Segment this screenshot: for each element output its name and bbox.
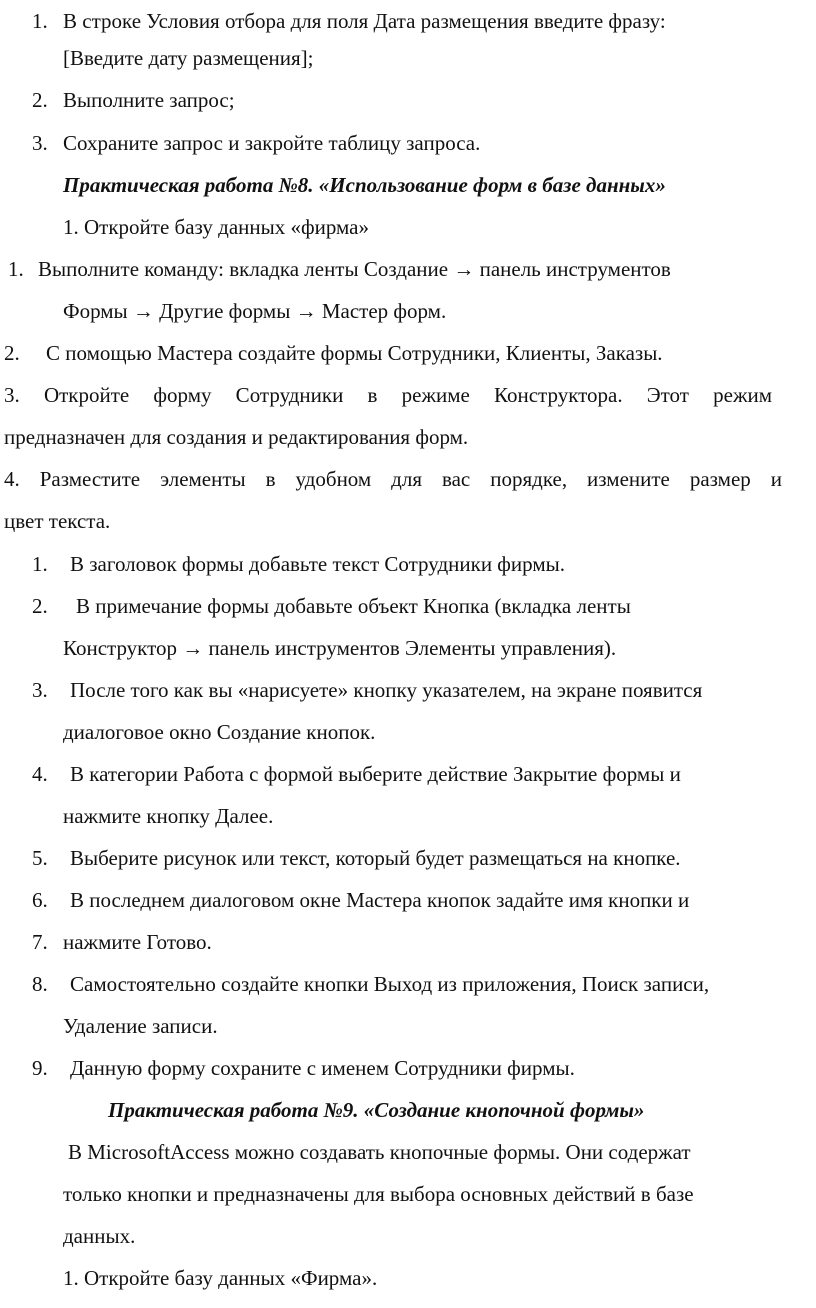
list-item: 1. В строке Условия отбора для поля Дата размещения введите фразу: bbox=[0, 0, 816, 42]
list-item: 5. Выберите рисунок или текст, который будет размещаться на кнопке. bbox=[32, 846, 681, 870]
section-heading: Практическая работа №8. «Использование форм в базе данных» bbox=[63, 173, 666, 197]
list-item-continuation: Конструктор → панель инструментов Элементы управления). bbox=[63, 636, 617, 660]
list-item: 3. После того как вы «нарисуете» кнопку указателем, на экране появится bbox=[32, 678, 703, 702]
paragraph-continuation: данных. bbox=[63, 1224, 136, 1248]
item-a1-line1: В строке Условия отбора для поля Дата размещения введите фразу: bbox=[63, 9, 666, 33]
list-item: 6. В последнем диалоговом окне Мастера кнопок задайте имя кнопки и bbox=[32, 888, 690, 912]
paragraph-continuation: только кнопки и предназначены для выбора основных действий в базе bbox=[63, 1182, 694, 1206]
list-item: 2. Выполните запрос; bbox=[32, 88, 235, 112]
list-item: 2. С помощью Мастера создайте формы Сотрудники, Клиенты, Заказы. bbox=[4, 341, 663, 365]
paragraph: 1. Откройте базу данных «Фирма». bbox=[63, 1266, 378, 1290]
paragraph-continuation: предназначен для создания и редактирования форм. bbox=[4, 425, 469, 449]
paragraph: 1. Откройте базу данных «фирма» bbox=[63, 215, 369, 239]
list-item: 7. нажмите Готово. bbox=[32, 930, 212, 954]
list-item-continuation: Формы → Другие формы → Мастер форм. bbox=[63, 299, 447, 323]
list-item-continuation: [Введите дату размещения]; bbox=[63, 46, 314, 70]
list-item-continuation: Удаление записи. bbox=[63, 1014, 218, 1038]
section-heading: Практическая работа №9. «Создание кнопочной формы» bbox=[108, 1098, 645, 1122]
list-item: 1. Выполните команду: вкладка ленты Создание → панель инструментов bbox=[8, 257, 671, 281]
list-item: 4. В категории Работа с формой выберите действие Закрытие формы и bbox=[32, 762, 681, 786]
list-item-continuation: нажмите кнопку Далее. bbox=[63, 804, 274, 828]
list-item: 3. Сохраните запрос и закройте таблицу запроса. bbox=[32, 131, 481, 155]
list-item: 1. В заголовок формы добавьте текст Сотрудники фирмы. bbox=[32, 552, 565, 576]
paragraph: 3. Откройте форму Сотрудники в режиме Конструктора. Этот режим bbox=[4, 383, 772, 407]
list-item: 8. Самостоятельно создайте кнопки Выход из приложения, Поиск записи, bbox=[32, 972, 710, 996]
paragraph: В MicrosoftAccess можно создавать кнопочные формы. Они содержат bbox=[68, 1140, 691, 1164]
list-item-continuation: диалоговое окно Создание кнопок. bbox=[63, 720, 376, 744]
paragraph-continuation: цвет текста. bbox=[4, 509, 111, 533]
paragraph: 4. Разместите элементы в удобном для вас порядке, измените размер и bbox=[4, 467, 782, 491]
list-item: 9. Данную форму сохраните с именем Сотрудники фирмы. bbox=[32, 1056, 575, 1080]
list-item: 2. В примечание формы добавьте объект Кнопка (вкладка ленты bbox=[32, 594, 631, 618]
